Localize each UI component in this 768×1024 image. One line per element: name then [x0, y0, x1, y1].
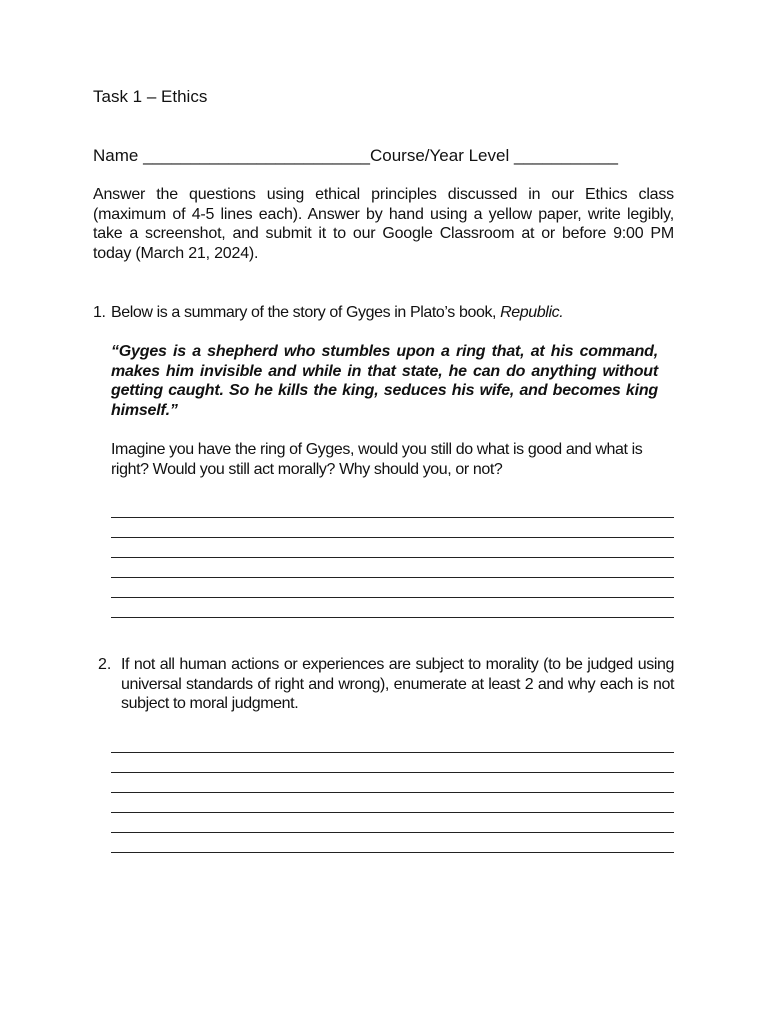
answer-line	[111, 578, 674, 598]
name-course-line: Name ________________________Course/Year Level ___________	[93, 146, 618, 165]
task-title: Task 1 – Ethics	[93, 87, 208, 106]
question-2-text: If not all human actions or experiences are subject to morality (to be judged using universal standards of right and wrong), enumerate at least 2 and why each is not subject to moral judgment.	[121, 656, 674, 712]
book-title: Republic.	[500, 304, 564, 321]
answer-line	[111, 773, 674, 793]
answer-line	[111, 498, 674, 518]
question-1-intro	[93, 303, 673, 323]
question-1-answer-lines	[111, 498, 674, 618]
question-1-intro-text: Below is a summary of the story of Gyges in Plato’s book,	[111, 304, 501, 321]
instructions-paragraph: Answer the questions using ethical principles discussed in our Ethics class (maximum of 4-5 lines each). Answer by hand using a yellow paper, write legibly, take a screenshot, and submit it to our Google Classroom at or before 9:00 PM today (March 21, 2024).	[93, 186, 674, 262]
answer-line	[111, 538, 674, 558]
gyges-quote: “Gyges is a shepherd who stumbles upon a ring that, at his command, makes him invisible and while in that state, he can do anything without getting caught. So he kills the king, seduces his wife, and becomes king himself.”	[111, 343, 658, 419]
answer-line	[111, 598, 674, 618]
answer-line	[111, 518, 674, 538]
answer-line	[111, 833, 674, 853]
answer-line	[111, 813, 674, 833]
answer-line	[111, 558, 674, 578]
answer-line	[111, 733, 674, 753]
question-1-prompt: Imagine you have the ring of Gyges, would you still do what is good and what is right? Would you still act morally? Why should you, or not?	[111, 441, 643, 478]
answer-line	[111, 753, 674, 773]
question-2-number: 2.	[98, 656, 112, 673]
answer-line	[111, 793, 674, 813]
question-2-answer-lines	[111, 733, 674, 853]
question-1-number: 1.	[93, 304, 106, 321]
